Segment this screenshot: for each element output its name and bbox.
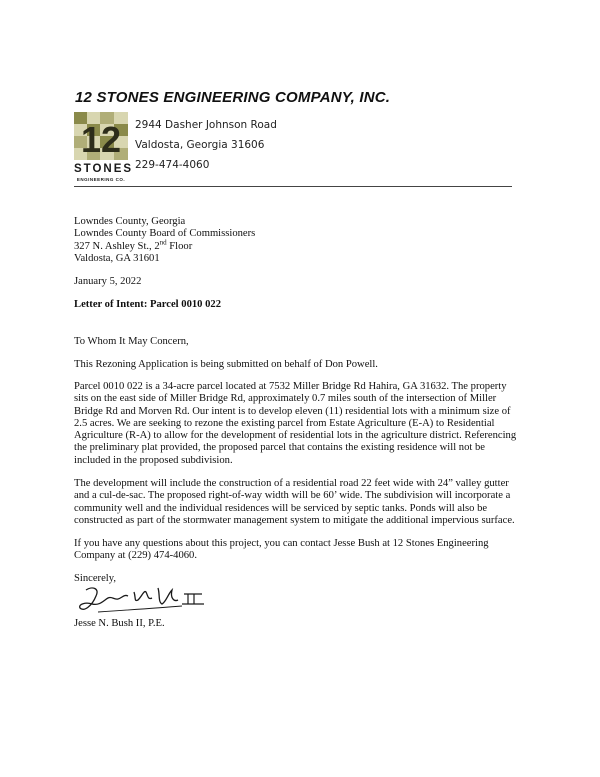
logo-word: STONES: [74, 163, 134, 175]
letter-subject: Letter of Intent: Parcel 0010 022: [74, 299, 221, 310]
letter-date: January 5, 2022: [74, 276, 142, 287]
handwritten-signature: [78, 582, 208, 618]
signer-name: Jesse N. Bush II, P.E.: [74, 618, 165, 629]
company-name: 12 STONES ENGINEERING COMPANY, INC.: [75, 89, 391, 106]
ordinal-suffix: nd: [159, 238, 167, 247]
paragraph-2: Parcel 0010 022 is a 34-acre parcel located at 7532 Miller Bridge Rd Hahira, GA 31632. The property sits on the east side of Miller Bridge Rd, approximately 0.7 miles south of the intersection of Miller Bridge Rd and Morven Rd. Our intent is to develop eleven (11) residential lots with a minimum size of 2.5 acres. We are seeking to rezone the existing parcel from Estate Agriculture (E-A) to Residential Agriculture (R-A) to allow for the development of residential lots in the agriculture district. Referencing the preliminary plat provided, the proposed parcel that contains the existing residence will not be included in the proposed subdivision.: [74, 381, 517, 466]
logo-numeral: 12: [80, 119, 122, 160]
recipient-floor: Floor: [166, 240, 193, 252]
recipient-street: 327 N. Ashley St., 2: [74, 240, 160, 252]
recipient-line: Valdosta, GA 31601: [74, 252, 160, 264]
paragraph-4: If you have any questions about this project, you can contact Jesse Bush at 12 Stones Engineering Company at (229) 474-4060.: [74, 538, 489, 562]
address-street: 2944 Dasher Johnson Road: [135, 119, 277, 131]
closing: Sincerely,: [74, 573, 116, 584]
phone-number: 229-474-4060: [135, 159, 210, 171]
salutation: To Whom It May Concern,: [74, 336, 189, 347]
paragraph-1: This Rezoning Application is being submitted on behalf of Don Powell.: [74, 359, 378, 370]
paragraph-3: The development will include the construction of a residential road 22 feet wide with 24” valley gutter and a cul-de-sac. The proposed right-of-way width will be 60’ wide. The subdivision will incorporate a community well and the individual residences will be serviced by septic tanks. Ponds will also be constructed as part of the stormwater management system to mitigate the additional impervious surface.: [74, 478, 515, 526]
letterhead-divider: [74, 186, 512, 187]
recipient-address: [74, 216, 519, 265]
recipient-line: Lowndes County Board of Commissioners: [74, 228, 256, 240]
recipient-line: Lowndes County, Georgia: [74, 216, 186, 227]
logo-subtitle: ENGINEERING CO.: [76, 177, 126, 182]
address-city: Valdosta, Georgia 31606: [135, 139, 265, 151]
recipient-line: [74, 238, 519, 253]
